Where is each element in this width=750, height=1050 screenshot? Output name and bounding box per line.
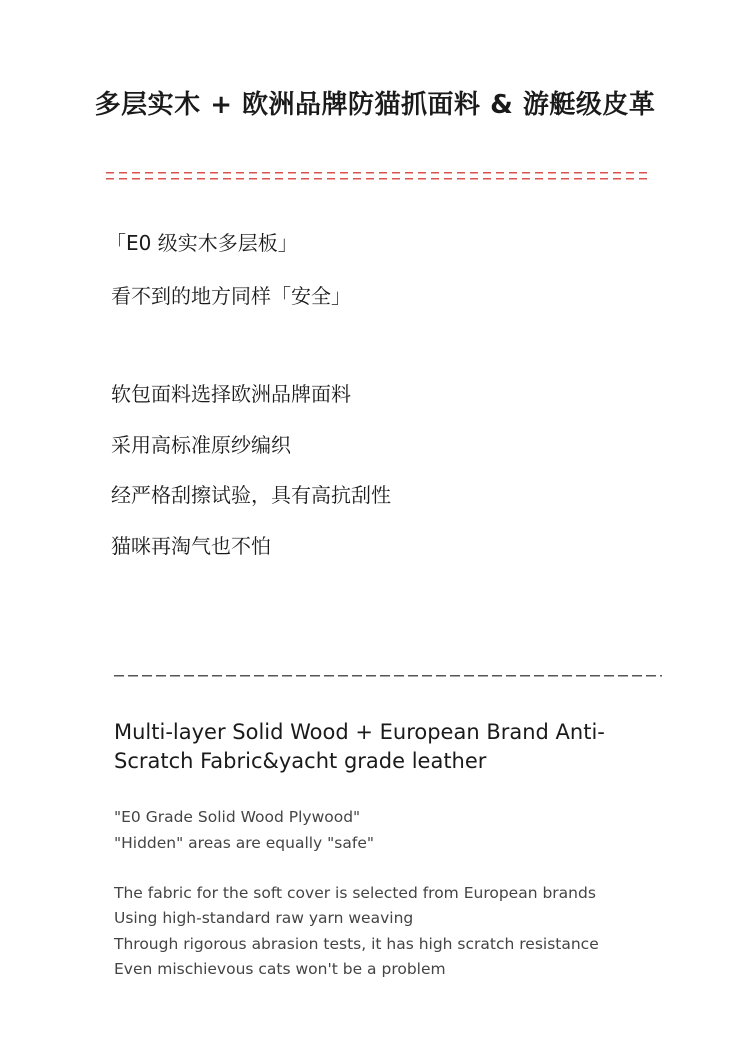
cn-fabric-line-1: 软包面料选择欧洲品牌面料 bbox=[111, 382, 351, 406]
en-fabric-line-4: Even mischievous cats won't be a problem bbox=[114, 960, 446, 978]
english-title: Multi-layer Solid Wood + European Brand Anti-Scratch Fabric&yacht grade leather bbox=[114, 720, 605, 773]
en-fabric-line-1: The fabric for the soft cover is selected from European brands bbox=[114, 884, 596, 902]
cn-fabric-line-4: 猫咪再淘气也不怕 bbox=[111, 534, 271, 558]
cn-fabric-line-2: 采用高标准原纱编织 bbox=[111, 433, 291, 457]
red-dashed-divider bbox=[106, 171, 652, 181]
cn-wood-line-1: 「E0 级实木多层板」 bbox=[106, 231, 298, 255]
en-wood-line-2: "Hidden" areas are equally "safe" bbox=[114, 834, 374, 852]
gray-dashed-divider bbox=[114, 675, 662, 677]
en-fabric-line-3: Through rigorous abrasion tests, it has high scratch resistance bbox=[114, 935, 599, 953]
cn-wood-line-2: 看不到的地方同样「安全」 bbox=[111, 284, 351, 308]
page-title: 多层实木 + 欧洲品牌防猫抓面料 & 游艇级皮革 bbox=[94, 90, 656, 120]
en-fabric-line-2: Using high-standard raw yarn weaving bbox=[114, 909, 414, 927]
en-wood-line-1: "E0 Grade Solid Wood Plywood" bbox=[114, 808, 361, 826]
cn-fabric-line-3: 经严格刮擦试验，具有高抗刮性 bbox=[111, 483, 391, 507]
